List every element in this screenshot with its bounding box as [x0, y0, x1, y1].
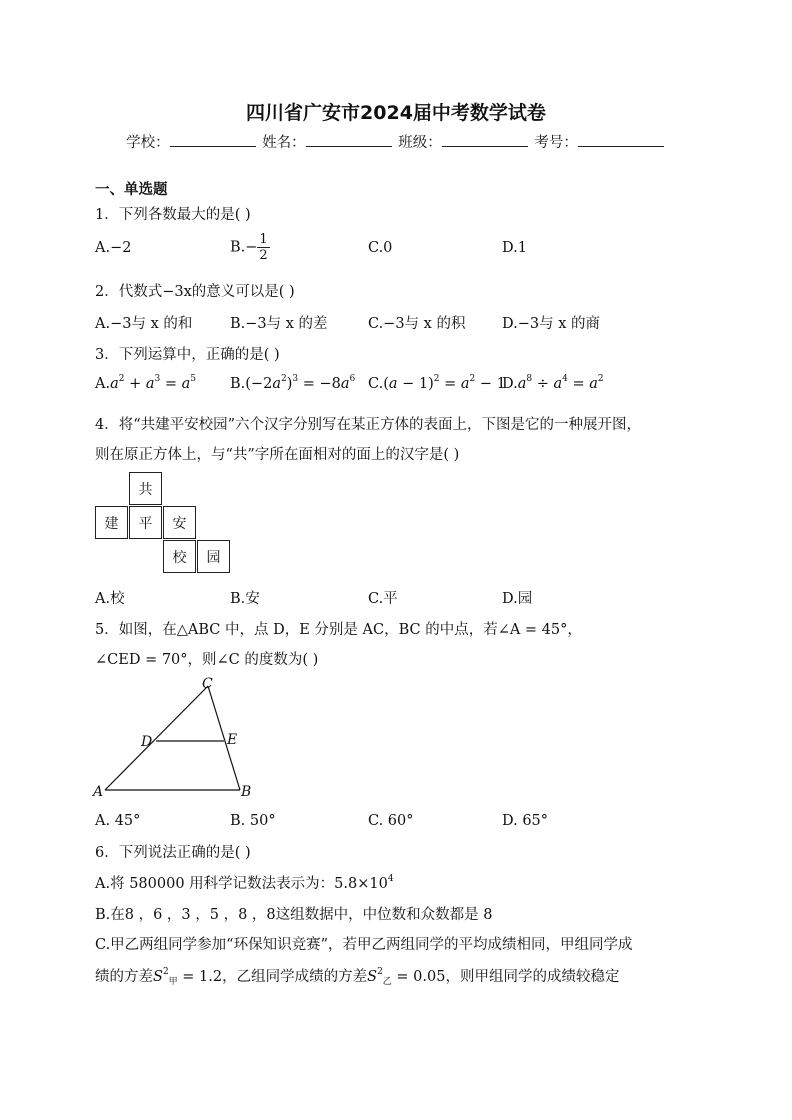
- exam-number-blank[interactable]: [578, 134, 664, 147]
- q5-option-a: A. 45°: [95, 813, 141, 829]
- section-heading: 一、单选题: [95, 182, 168, 198]
- q3-option-c: $C.(a - 1)^2 = a^2 - 1$: [368, 374, 506, 392]
- class-blank[interactable]: [442, 134, 528, 147]
- point-e-label: E: [227, 732, 238, 748]
- name-label: 姓名：: [262, 135, 306, 151]
- variance-subscript-a: 甲: [168, 977, 178, 987]
- side-ac: [105, 686, 208, 790]
- q5-option-b: B. 50°: [230, 813, 276, 829]
- question-2-stem: [95, 280, 295, 301]
- fraction: [257, 232, 269, 263]
- q2-option-a: A.−3与 x 的和: [95, 316, 193, 332]
- q2-stem-expression: −3x: [162, 284, 192, 300]
- q6-option-a: [95, 872, 394, 893]
- question-6-stem: 6．下列说法正确的是( ): [95, 845, 251, 861]
- q4-option-b: B.安: [230, 591, 260, 607]
- school-label: 学校：: [126, 135, 170, 151]
- q6-option-a-text: A.将 580000 用科学记数法表示为：: [95, 876, 335, 892]
- q1-option-d: D.1: [502, 240, 527, 256]
- name-blank[interactable]: [306, 134, 392, 147]
- q2-option-c: C.−3与 x 的积: [368, 316, 466, 332]
- q1-option-b: [230, 232, 270, 263]
- net-cell-middle: 平: [129, 506, 162, 539]
- q6-option-b: B.在8 ，6 ，3 ，5 ，8 ，8这组数据中，中位数和众数都是 8: [95, 907, 493, 923]
- variance-symbol-a: S: [153, 969, 163, 985]
- net-cell-bottom-1: 校: [163, 540, 196, 573]
- triangle-figure: [90, 672, 270, 804]
- variance-value-a: = 1.2: [177, 969, 223, 985]
- question-5-stem-line1: 5．如图，在△ABC 中，点 D，E 分别是 AC，BC 的中点，若∠A = 45°，: [95, 622, 582, 638]
- class-label: 班级：: [398, 135, 442, 151]
- vertex-c-label: C: [202, 676, 213, 692]
- question-5-stem-line2: ∠CED = 70°，则∠C 的度数为( ): [95, 652, 319, 668]
- q2-option-b: B.−3与 x 的差: [230, 316, 328, 332]
- school-blank[interactable]: [170, 134, 256, 147]
- q4-option-a: A.校: [95, 591, 125, 607]
- variance-square-b: 2: [377, 967, 383, 977]
- q3-option-b-label: B.: [230, 376, 246, 392]
- q3-option-d: $D.a^8 \div a^4 = a^2$: [502, 374, 604, 392]
- variance-subscript-b: 乙: [382, 977, 392, 987]
- q3-option-d-label: D.: [502, 376, 518, 392]
- exam-title: 四川省广安市2024届中考数学试卷: [246, 102, 546, 124]
- q5-option-c: C. 60°: [368, 813, 414, 829]
- q2-stem-start: 2．代数式: [95, 284, 163, 300]
- variance-value-b: = 0.05: [391, 969, 446, 985]
- question-3-stem: 3．下列运算中，正确的是( ): [95, 347, 280, 363]
- net-cell-top: 共: [129, 472, 162, 505]
- vertex-a-label: A: [93, 784, 104, 800]
- student-info-line: [0, 131, 792, 152]
- question-1-stem: 1．下列各数最大的是( ): [95, 207, 251, 223]
- q4-option-c: C.平: [368, 591, 398, 607]
- net-cell-left: 建: [95, 506, 128, 539]
- point-d-label: D: [141, 734, 153, 750]
- net-cell-bottom-2: 园: [197, 540, 230, 573]
- fraction-numerator: 1: [259, 232, 268, 247]
- cube-net: [95, 472, 235, 576]
- variance-square-a: 2: [162, 967, 169, 977]
- q6-option-c-line2: [95, 965, 619, 986]
- variance-symbol-b: S: [367, 969, 378, 985]
- q6-c-text-3: ，则甲组同学的成绩较稳定: [445, 969, 620, 985]
- vertex-b-label: B: [241, 784, 252, 800]
- q4-option-d: D.园: [502, 591, 533, 607]
- fraction-denominator: 2: [259, 248, 268, 263]
- q3-option-a-label: A.: [95, 376, 111, 392]
- q2-stem-end: 的意义可以是( ): [191, 284, 295, 300]
- q3-option-b: $B.(-2a^2)^3 = -8a^6$: [230, 374, 356, 392]
- q1-option-b-prefix: B.−: [230, 239, 258, 256]
- question-4-stem-line2: 则在原正方体上，与“共”字所在面相对的面上的汉字是( ): [95, 447, 460, 463]
- q5-option-d: D. 65°: [502, 813, 549, 829]
- q3-option-c-label: C.: [368, 376, 384, 392]
- q1-option-c: C.0: [368, 240, 393, 256]
- q6-c-text-1: 绩的方差: [95, 969, 153, 985]
- q6-c-text-2: ，乙组同学成绩的方差: [222, 969, 368, 985]
- q3-option-a: $A.a^2 + a^3 = a^5$: [95, 374, 197, 392]
- q6-option-a-value: 5.8×10: [334, 876, 388, 892]
- q1-option-a: A.−2: [95, 240, 132, 256]
- net-cell-right: 安: [163, 506, 196, 539]
- question-4-stem-line1: 4．将“共建平安校园”六个汉字分别写在某正方体的表面上，下图是它的一种展开图，: [95, 417, 642, 433]
- exam-number-label: 考号：: [534, 135, 578, 151]
- q6-option-c-line1: C.甲乙两组同学参加“环保知识竞赛”，若甲乙两组同学的平均成绩相同，甲组同学成: [95, 937, 633, 953]
- q2-option-d: D.−3与 x 的商: [502, 316, 600, 332]
- q6-option-a-exponent: 4: [387, 874, 394, 884]
